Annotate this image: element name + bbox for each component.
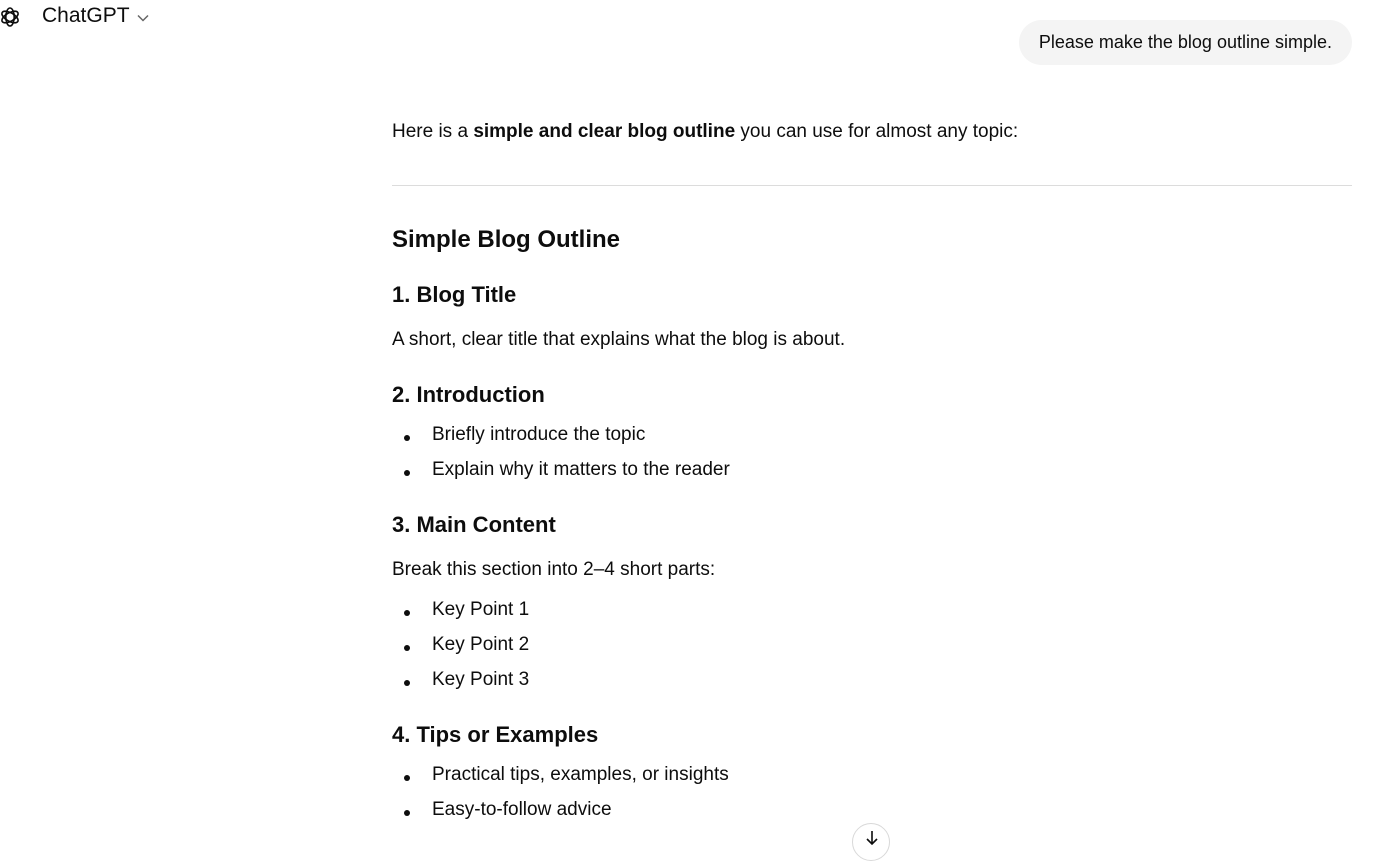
model-name: ChatGPT (42, 4, 130, 27)
assistant-intro: Here is a simple and clear blog outline you can use for almost any topic: (392, 121, 1019, 142)
scroll-to-bottom-button[interactable] (852, 823, 890, 861)
section-heading: 3. Main Content (392, 512, 556, 537)
section-heading: 1. Blog Title (392, 282, 517, 307)
section-text: A short, clear title that explains what the blog is about. (392, 329, 846, 350)
outline-title: Simple Blog Outline (392, 226, 621, 253)
section-heading: 2. Introduction (392, 382, 545, 407)
user-message-bubble: Please make the blog outline simple. (1019, 20, 1352, 65)
list-item: Practical tips, examples, or insights (432, 764, 729, 785)
chevron-down-icon (136, 11, 150, 25)
openai-logo-icon[interactable] (0, 5, 22, 29)
section-text: Break this section into 2–4 short parts: (392, 559, 716, 580)
list-item: Key Point 3 (432, 669, 530, 690)
list-item: Explain why it matters to the reader (432, 459, 730, 480)
list-item: Key Point 2 (432, 634, 530, 655)
arrow-down-icon (864, 830, 880, 846)
section-heading: 4. Tips or Examples (392, 722, 599, 747)
list-item: Briefly introduce the topic (432, 424, 646, 445)
model-selector[interactable] (42, 4, 150, 28)
list-item: Easy-to-follow advice (432, 799, 612, 820)
divider (392, 185, 1352, 186)
list-item: Key Point 1 (432, 599, 530, 620)
